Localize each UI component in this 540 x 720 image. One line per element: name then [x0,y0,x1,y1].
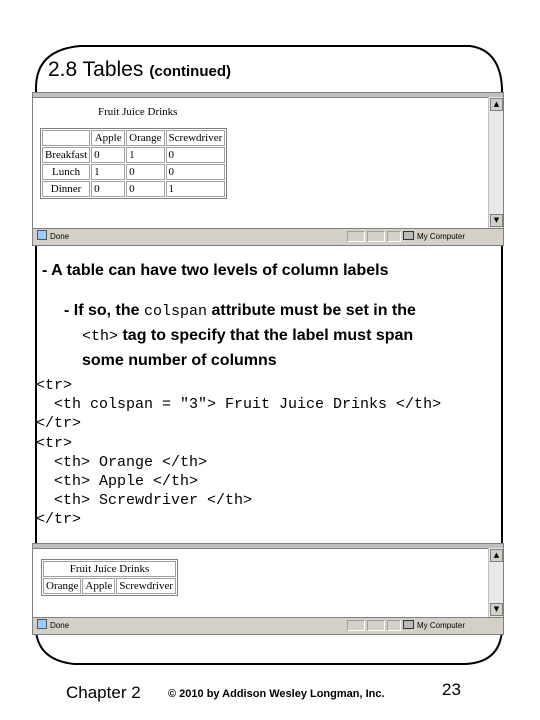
table-caption: Fruit Juice Drinks [98,106,178,118]
scroll-down-icon[interactable]: ▼ [490,214,503,227]
vertical-scrollbar[interactable] [488,97,503,228]
vertical-scrollbar[interactable] [488,548,503,617]
footer-copyright: © 2010 by Addison Wesley Longman, Inc. [168,688,385,700]
code-line: </tr> [36,415,82,433]
page-icon [37,230,47,240]
fruit-juice-table [40,128,227,199]
computer-icon [403,231,414,240]
inline-code-colspan: colspan [144,303,208,320]
scroll-down-icon[interactable]: ▼ [490,603,503,616]
title-sub: (continued) [149,63,232,80]
column-header: Orange [43,578,81,594]
row-header: Dinner [42,181,90,197]
footer-chapter: Chapter 2 [66,683,141,702]
status-zone: My Computer [403,229,465,245]
table-cell: 0 [91,181,125,197]
bullet-line-1: - If so, the colspan attribute must be set in the [64,302,416,320]
table-cell: 0 [126,164,164,180]
code-line: </tr> [36,511,82,529]
corner-cell [42,130,90,146]
status-zone: My Computer [403,618,465,634]
code-line: <th> Apple </th> [36,473,199,491]
slide-title [48,58,231,82]
colspan-table [41,559,178,596]
column-header: Apple [82,578,115,594]
table-cell: 0 [91,147,125,163]
scroll-up-icon[interactable]: ▲ [490,98,503,111]
column-header: Screwdriver [116,578,176,594]
page-icon [37,619,47,629]
table-cell: 0 [166,147,226,163]
table-row [42,147,225,163]
title-main: 2.8 Tables [48,58,144,81]
table-header-row [43,578,176,594]
column-header: Orange [126,130,164,146]
table-cell: 0 [126,181,164,197]
code-block [36,376,441,530]
code-line: <th> Orange </th> [36,453,208,471]
bullet-line-3: some number of columns [82,352,277,369]
spanning-header: Fruit Juice Drinks [43,561,176,577]
scroll-up-icon[interactable]: ▲ [490,549,503,562]
bullet-line-2: <th> tag to specify that the label must span [82,327,414,345]
bullet-level-2 [64,299,504,373]
row-header: Breakfast [42,147,90,163]
code-line: <th> Screwdriver </th> [36,492,253,510]
table-cell: 1 [166,181,226,197]
table-header-row [42,130,225,146]
window-top-bar [33,93,503,98]
column-header: Apple [91,130,125,146]
status-done: Done [37,229,69,245]
status-bar [33,228,503,245]
table-row [42,164,225,180]
code-line: <th colspan = "3"> Fruit Juice Drinks </th> [36,396,442,414]
inline-code-th: <th> [82,328,119,345]
table-cell: 0 [166,164,226,180]
computer-icon [403,620,414,629]
table-cell: 1 [91,164,125,180]
bullet-level-1: - A table can have two levels of column labels [42,262,389,279]
page-number: 23 [442,680,461,699]
code-line: <tr> [36,377,73,394]
status-done: Done [37,618,69,634]
code-line: <tr> [36,434,73,452]
table-cell: 1 [126,147,164,163]
column-header: Screwdriver [166,130,226,146]
table-header-row [43,561,176,577]
status-bar [33,617,503,634]
row-header: Lunch [42,164,90,180]
window-top-bar [33,544,503,549]
table-row [42,181,225,197]
